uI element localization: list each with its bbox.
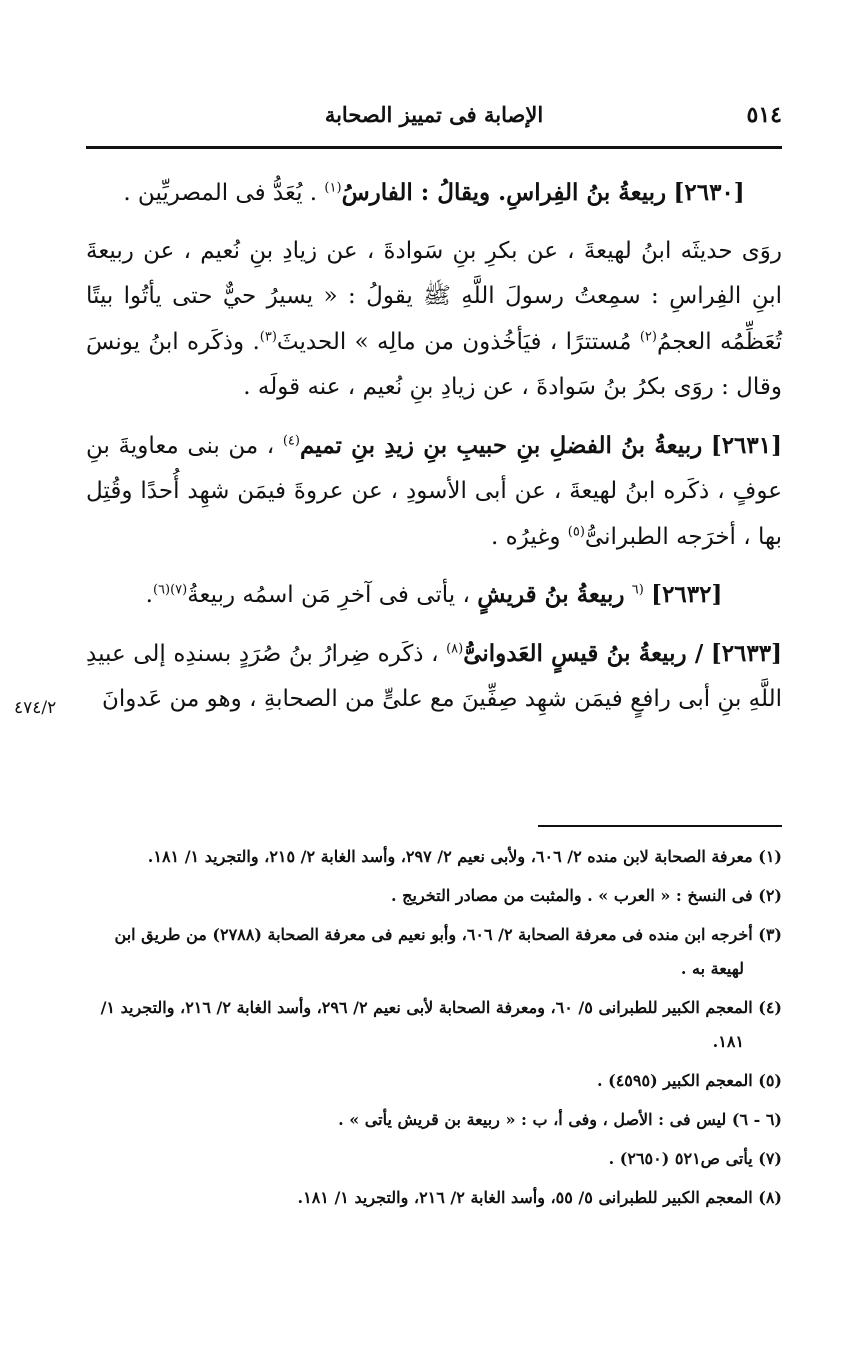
footnote-ref: (٧)(٦) [152,582,188,598]
footnotes [86,840,782,1220]
page-header [86,98,782,142]
footnote-ref: (٤) [282,432,300,448]
header-rule [86,146,782,149]
entry-text: . [145,582,153,608]
entry-2630-head [86,170,782,217]
footnote: (٣) أخرجه ابن منده فى معرفة الصحابة ٢/ ٦٠٦، وأبو نعيم فى معرفة الصحابة (٢٧٨٨) من طريق ابن لهيعة به . [114,925,782,978]
entry-name: ربيعةُ بنُ الفِراسِ. ويقالُ : الفارسُ [341,179,667,206]
entry-text: روَى حديثَه ابنُ لهيعةَ ، عن بكرِ بنِ سَوادةَ ، عن زيادِ بنِ نُعيم ، عن ربيعةَ ابنِ الفِراسِ : سمِعتُ رسولَ اللَّهِ ﷺ يقولُ : « يسيرُ حيٌّ حتى يأتُوا بيتًا تُعَظِّمُه العجمُ [86,237,782,355]
entry-name: / ربيعةُ بنُ قيسٍ العَدوانىُّ [463,639,704,667]
entry-2630-text [86,229,782,411]
footnote: (٦ - ٦) ليس فى : الأصل ، وفى أ، ب : « ربيعة بن قريش يأتى » . [338,1110,782,1129]
entry-number: [٢٦٣٣] [710,639,783,667]
footnote: (٥) المعجم الكبير (٤٥٩٥) . [596,1071,782,1090]
entry-text: وغيرُه . [491,523,568,550]
margin-volume-page-note: ٤٧٤/٢ [14,698,57,718]
entry-number: [٢٦٣٠] [673,179,745,206]
entry-name: ربيعةُ بنُ الفضلِ بنِ حبيبِ بنِ زيدِ بنِ تميم [299,431,703,459]
footnote-ref: (٥) [567,523,585,539]
entry-text: مُستترًا ، فيَأخُذون من مالِه » الحديثَ [276,328,640,355]
footnote-ref: (٢) [639,328,657,344]
running-title: الإصابة فى تمييز الصحابة [324,102,544,127]
entry-text: ، يأتى فى آخرِ مَن اسمُه ربيعةُ [187,582,470,608]
entry-head-tail: . يُعَدُّ فى المصريِّين . [123,180,318,206]
footnote: (٢) فى النسخ : « العرب » . والمثبت من مصادر التخريج . [391,886,782,905]
footnote-ref: (٨) [446,640,464,656]
entry-2633 [86,631,782,723]
footnote-ref: (٦ [631,582,644,598]
page-number: ٥١٤ [746,102,782,128]
entry-text: ، من بنى معاويةَ بنِ عوفٍ ، ذكَره ابنُ لهيعةَ ، عن أبى الأسودِ ، عن عروةَ فيمَن شهِد أُحدًا وقُتِل بها ، أخرَجه الطبرانىُّ [86,432,782,550]
main-text [86,170,782,735]
footnote-ref: (٣) [259,328,277,344]
entry-2631 [86,423,782,561]
footnote-rule [538,825,782,827]
footnote: (١) معرفة الصحابة لابن منده ٢/ ٦٠٦، ولأبى نعيم ٢/ ٢٩٧، وأسد الغابة ٢/ ٢١٥، والتجريد ١/ ١٨١. [147,847,782,866]
footnote: (٨) المعجم الكبير للطبرانى ٥/ ٥٥، وأسد الغابة ٢/ ٢١٦، والتجريد ١/ ١٨١. [297,1188,782,1207]
footnote: (٤) المعجم الكبير للطبرانى ٥/ ٦٠، ومعرفة الصحابة لأبى نعيم ٢/ ٢٩٦، وأسد الغابة ٢/ ٢١٦، والتجريد ١/ ١٨١. [100,998,782,1051]
entry-number: [٢٦٣٢] [651,581,723,608]
footnote-ref: (١) [324,180,342,196]
footnote: (٧) يأتى ص٥٢١ (٢٦٥٠) . [608,1149,782,1168]
entry-number: [٢٦٣١] [710,431,783,459]
entry-text: ، ذكَره ضِرارُ بنُ صُرَدٍ بسندِه إلى عبيدِ اللَّهِ بنِ أبى رافعٍ فيمَن شهِد صِفِّينَ مع علىٍّ من الصحابةِ ، وهو من عَدوانَ [86,640,782,712]
entry-text: . وذكَره ابنُ يونسَ وقال : روَى بكرُ بنُ سَوادةَ ، عن زيادِ بنِ نُعيم ، عنه قولَه . [86,328,782,400]
entry-name: ربيعةُ بنُ قريشٍ [477,581,625,608]
entry-2632 [86,572,782,619]
